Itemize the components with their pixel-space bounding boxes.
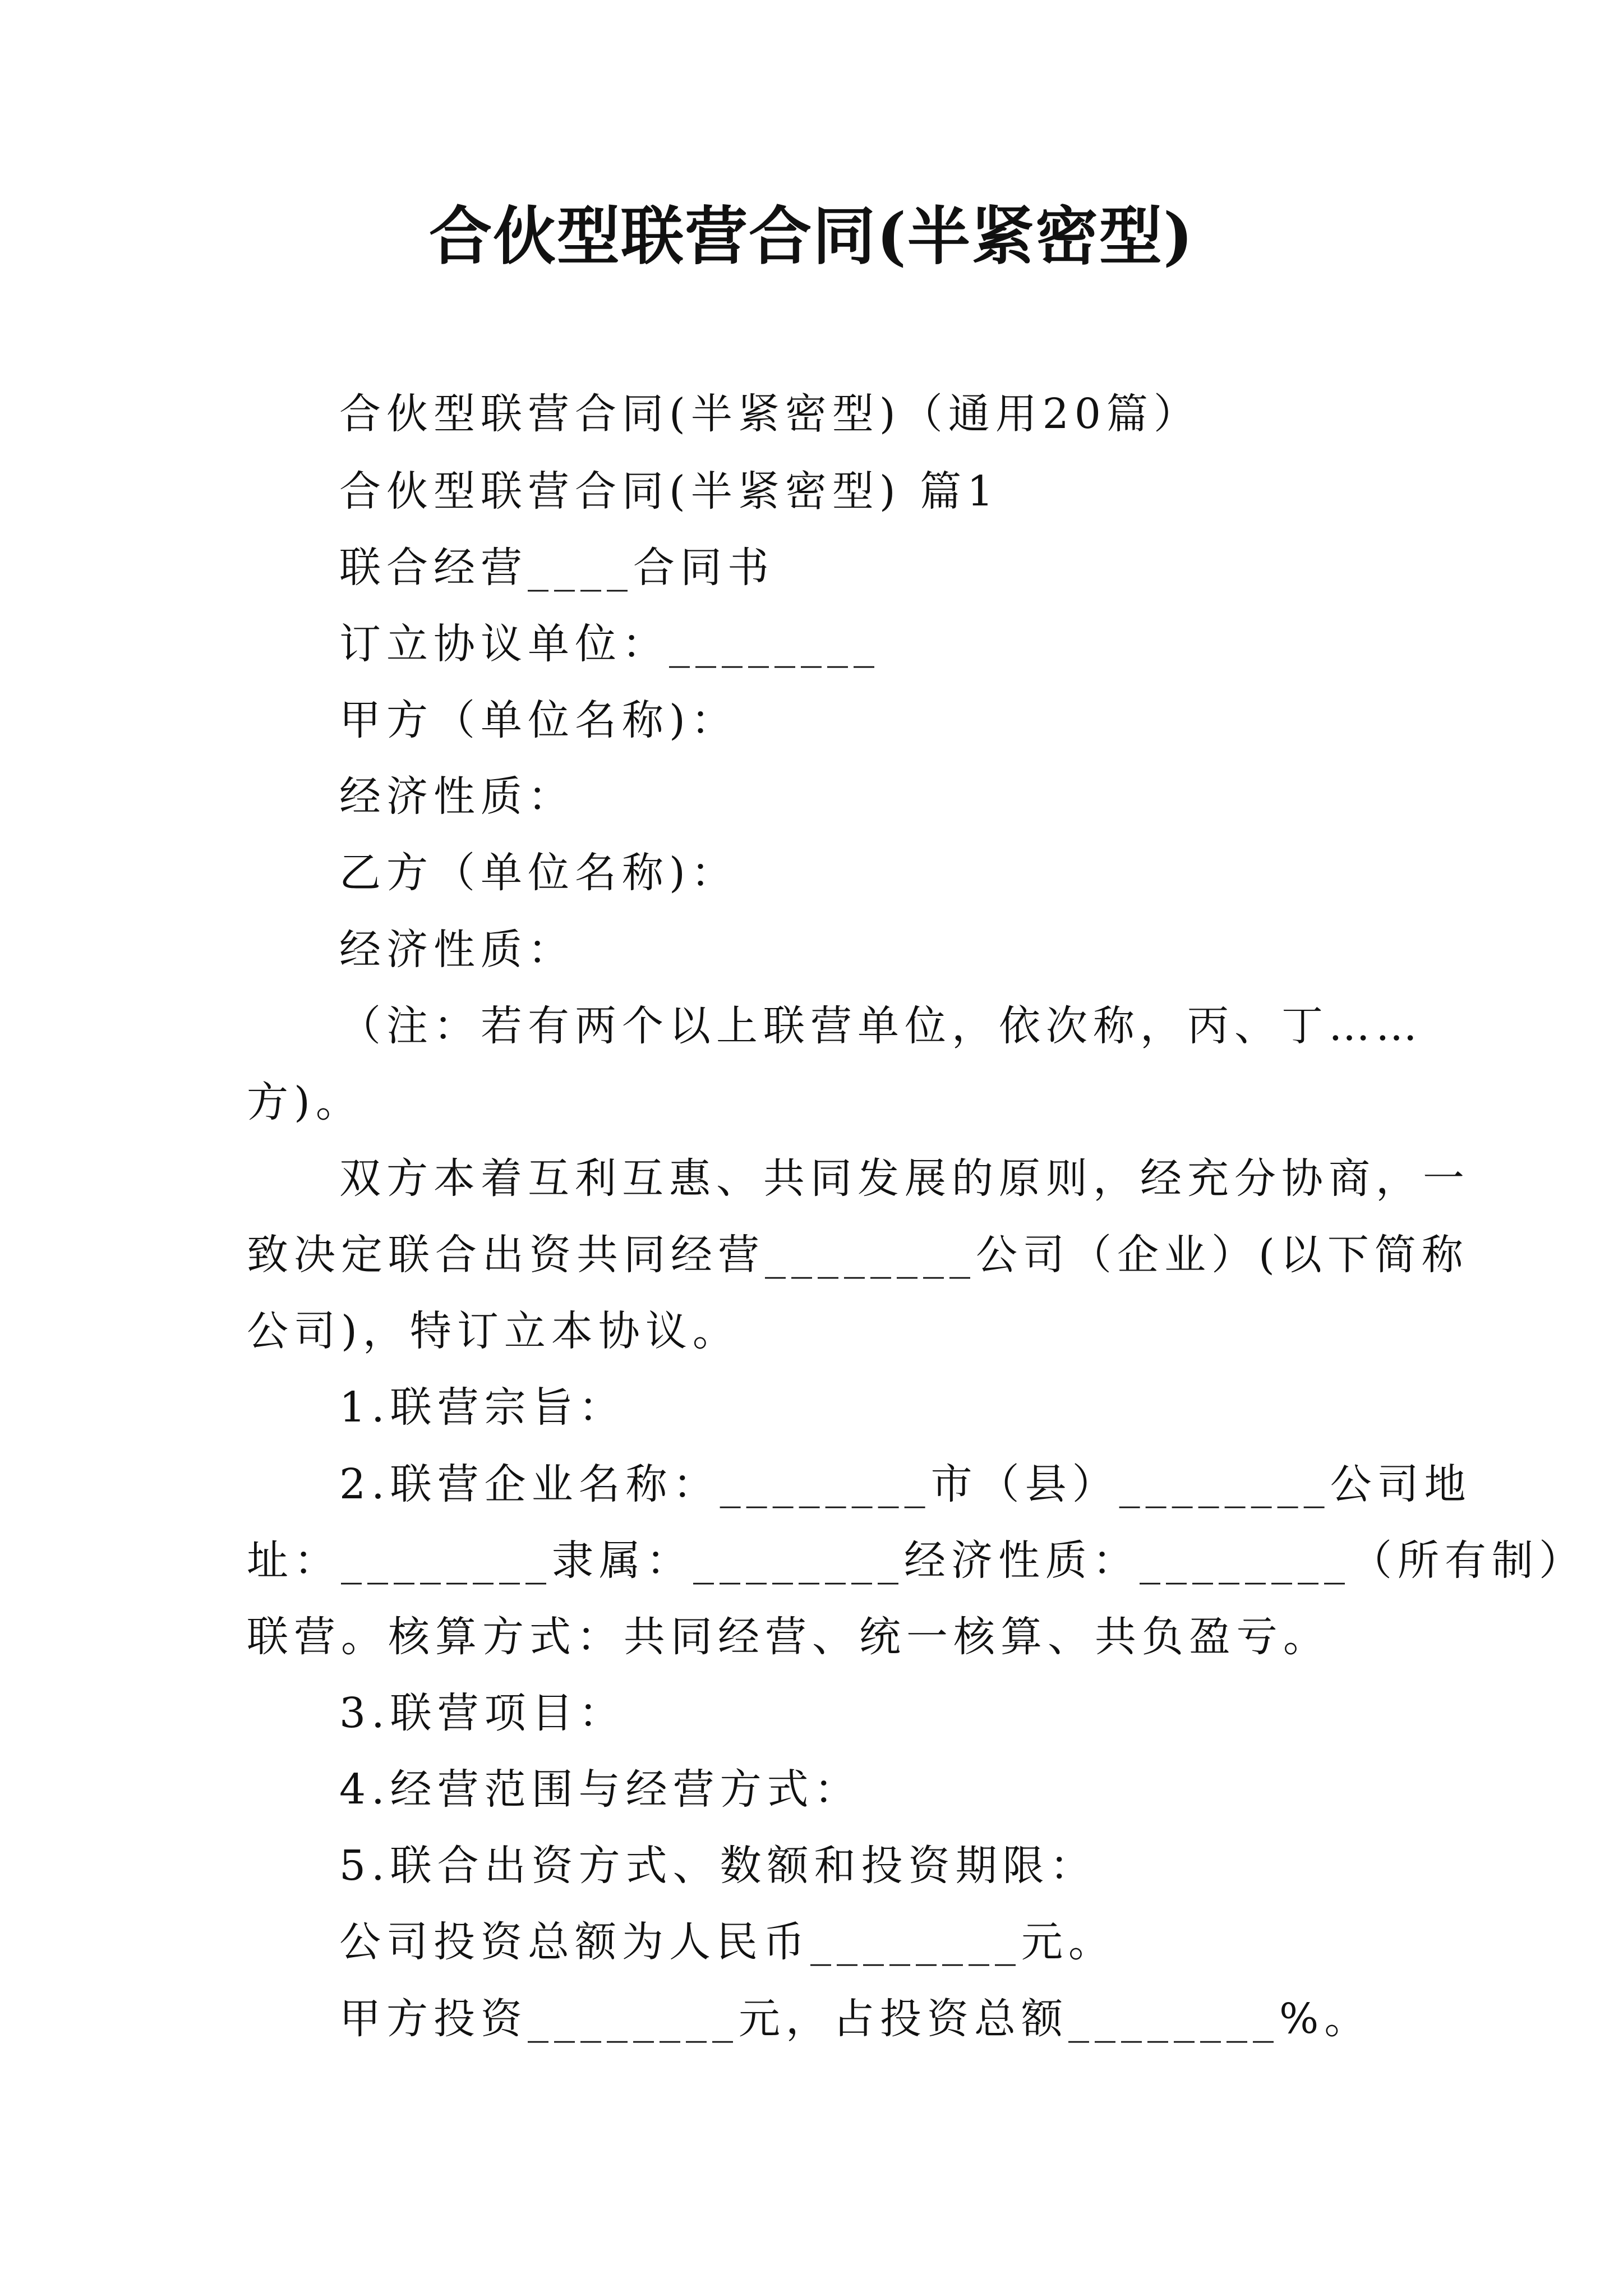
doc-line-name-3: 联营。核算方式：共同经营、统一核算、共负盈亏。 (247, 1613, 1330, 1661)
doc-line-chapter: 合伙型联营合同(半紧密型) 篇1 (339, 467, 999, 516)
doc-line-parties: 订立协议单位：________ (339, 620, 880, 668)
document-title: 合伙型联营合同(半紧密型) (429, 200, 1194, 273)
doc-line-subtitle: 合伙型联营合同(半紧密型)（通用20篇） (339, 390, 1201, 438)
doc-line-note: （注：若有两个以上联营单位，依次称，丙、丁…… (339, 1002, 1423, 1050)
doc-line-name-1: 2.联营企业名称：________市（县）________公司地 (339, 1460, 1472, 1508)
doc-line-scope: 4.经营范围与经营方式： (339, 1765, 861, 1814)
doc-line-contract-heading: 联合经营____合同书 (339, 544, 774, 592)
doc-line-party-a-nature: 经济性质： (339, 772, 575, 821)
doc-line-purpose: 1.联营宗旨： (339, 1383, 626, 1432)
doc-line-intro-1: 双方本着互利互惠、共同发展的原则，经充分协商，一 (339, 1154, 1470, 1203)
doc-line-project: 3.联营项目： (339, 1689, 626, 1737)
doc-line-name-2: 址：________隶属：________经济性质：________（所有制） (247, 1536, 1586, 1585)
doc-line-party-b: 乙方（单位名称)： (339, 849, 738, 897)
doc-line-party-a-investment: 甲方投资________元，占投资总额________%。 (339, 1995, 1372, 2043)
doc-line-intro-2: 致决定联合出资共同经营________公司（企业）(以下简称 (247, 1231, 1469, 1279)
doc-line-party-a: 甲方（单位名称)： (339, 696, 738, 744)
doc-line-investment: 5.联合出资方式、数额和投资期限： (339, 1842, 1097, 1890)
doc-line-note-end: 方)。 (247, 1078, 363, 1126)
doc-line-total-investment: 公司投资总额为人民币________元。 (339, 1918, 1115, 1966)
doc-line-party-b-nature: 经济性质： (339, 926, 575, 974)
doc-line-intro-3: 公司)，特订立本协议。 (247, 1307, 740, 1355)
